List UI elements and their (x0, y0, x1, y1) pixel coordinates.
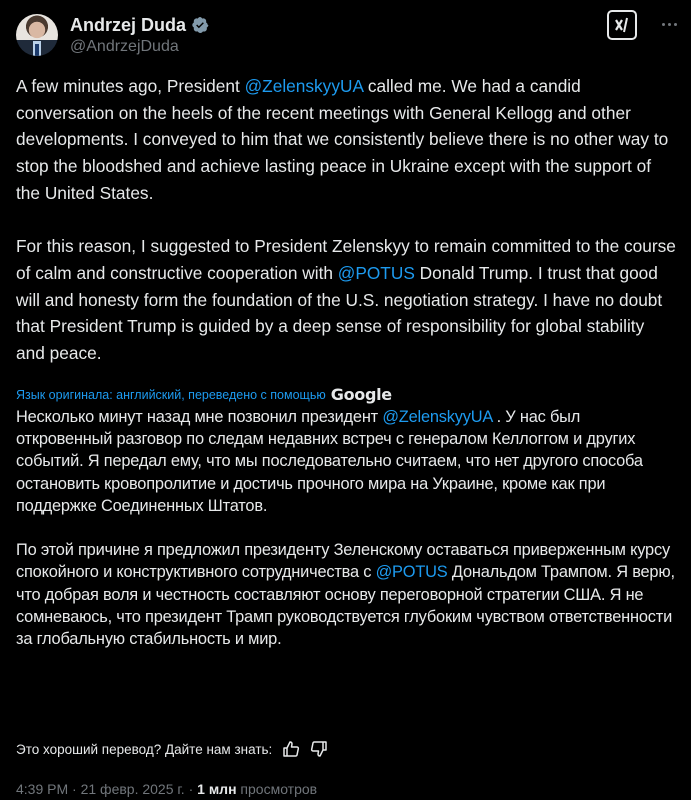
author-names (70, 15, 209, 56)
tweet-translated-text (16, 406, 676, 650)
mention-link[interactable]: @ZelenskyyUA (382, 408, 493, 426)
tweet-date[interactable]: 21 февр. 2025 г. (80, 781, 185, 797)
author-display-name[interactable]: Andrzej Duda (70, 14, 187, 35)
tweet-original-text (16, 73, 676, 367)
grok-button[interactable] (607, 10, 637, 40)
translation-feedback (16, 740, 328, 758)
text-segment: По этой причине я предложил президенту Зеленскому оставаться приверженным курсу спокойного и конструктивного сотрудничества с (16, 541, 670, 582)
mention-link[interactable]: @ZelenskyyUA (244, 76, 364, 96)
grok-icon (613, 16, 631, 34)
tweet-meta (16, 781, 317, 797)
text-segment: Donald Trump. I trust that good will and honesty form the foundation of the U.S. negotiation strategy. I have no doubt that President Trump is guided by a deep sense of responsibility for global stability and peace. (16, 262, 663, 364)
translated-paragraph-2 (16, 539, 676, 650)
name-row (70, 15, 209, 36)
more-options-button[interactable] (655, 14, 683, 34)
thumbs-up-icon[interactable] (282, 740, 300, 758)
translated-paragraph-1 (16, 406, 676, 517)
avatar[interactable] (16, 14, 58, 56)
more-dot (662, 23, 665, 26)
separator: · (184, 781, 198, 797)
text-segment: For this reason, I suggested to President Zelenskyy to remain committed to the course of calm and constructive cooperation with (16, 236, 676, 283)
translation-notice[interactable] (16, 385, 392, 404)
text-segment: A few minutes ago, President (16, 76, 245, 96)
separator: · (68, 781, 81, 797)
views-count: 1 млн (197, 781, 237, 797)
text-segment: called me. We had a candid conversation on the heels of the recent meetings with General Kellogg and other developments. I conveyed to him that we consistently believe there is no other way to stop the bloodshed and achieve lasting peace in Ukraine except with the support of the United States. (16, 76, 669, 203)
mention-link[interactable]: @POTUS (375, 563, 448, 582)
views-label: просмотров (236, 781, 318, 797)
avatar-tie (35, 44, 39, 56)
thumbs-down-icon[interactable] (310, 740, 328, 758)
tweet-header (16, 10, 675, 60)
mention-link[interactable]: @POTUS (337, 262, 415, 283)
text-segment: Несколько минут назад мне позвонил президент (16, 408, 383, 426)
translation-notice-text: Язык оригинала: английский, переведено с помощью (16, 387, 326, 402)
author-handle[interactable]: @AndrzejDuda (70, 37, 179, 55)
original-paragraph-1 (16, 73, 676, 207)
more-dot (668, 23, 671, 26)
feedback-question: Это хороший перевод? Дайте нам знать: (16, 741, 273, 757)
text-segment: . У нас был откровенный разговор по следам недавних встреч с генералом Келлоггом и других событий. Я передал ему, что мы последовательно считаем, что нет другого способа остановить кровопролитие и достичь прочного мира на Украине, кроме как при поддержке Соединенных Штатов. (16, 408, 643, 515)
verified-badge-icon (191, 16, 209, 34)
text-segment: Дональдом Трампом. Я верю, что добрая воля и честность составляют основу переговорной стратегии США. Я не сомневаюсь, что президент Трамп руководствуется глубоким чувством ответственности за глобальную стабильность и мир. (16, 563, 675, 649)
tweet-time[interactable]: 4:39 PM (16, 781, 69, 797)
original-paragraph-2 (16, 233, 676, 367)
more-dot (674, 23, 677, 26)
google-logo: Google (330, 385, 392, 404)
